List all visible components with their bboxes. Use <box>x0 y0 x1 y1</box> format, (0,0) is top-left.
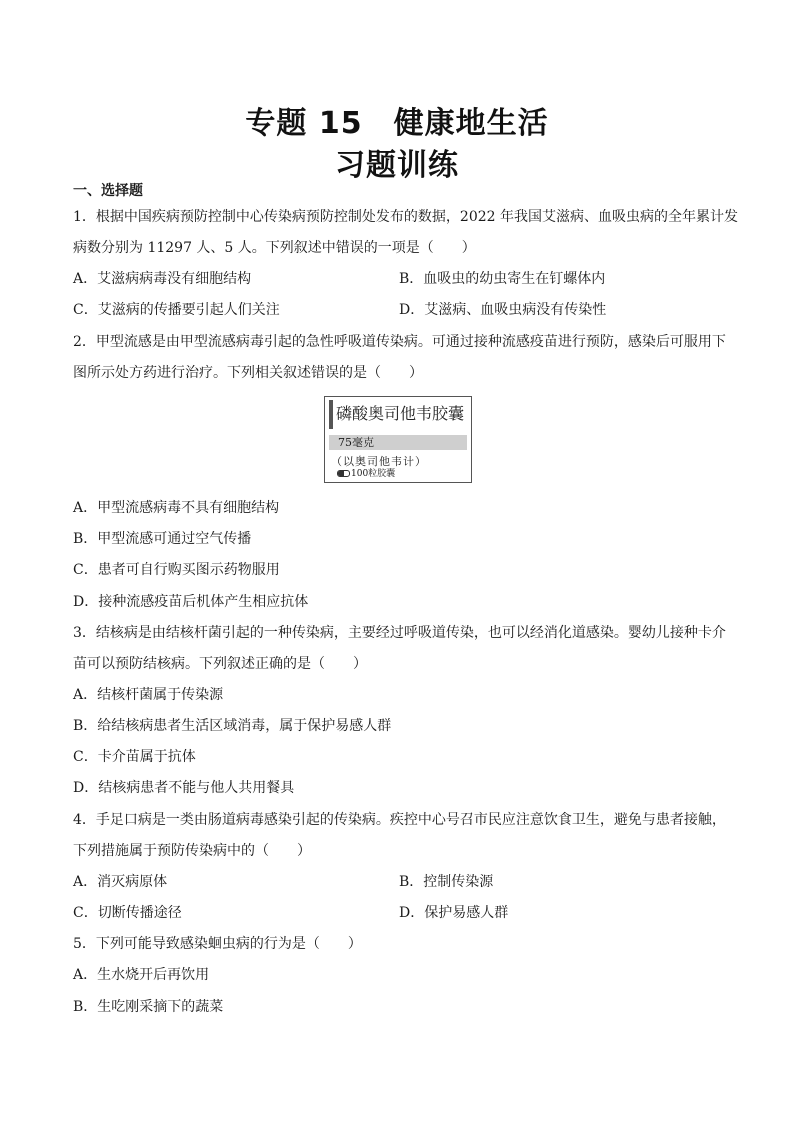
label-bar <box>329 400 333 429</box>
question-4-stem-line-1: 4．手足口病是一类由肠道病毒感染引起的传染病。疾控中心号召市民应注意饮食卫生，避免与患者接触， <box>73 812 726 828</box>
drug-dose-note: （以奥司他韦计） <box>331 455 427 468</box>
question-3-option-b: B．给结核病患者生活区域消毒，属于保护易感人群 <box>73 718 392 734</box>
question-5-stem-line-1: 5．下列可能导致感染蛔虫病的行为是（ ） <box>73 936 362 952</box>
question-1-option-d: D．艾滋病、血吸虫病没有传染性 <box>399 302 607 318</box>
question-2-option-b: B．甲型流感可通过空气传播 <box>73 531 252 547</box>
question-2-option-a: A．甲型流感病毒不具有细胞结构 <box>73 500 280 516</box>
question-4-option-c: C．切断传播途径 <box>73 905 182 921</box>
question-2-stem-line-2: 图所示处方药进行治疗。下列相关叙述错误的是（ ） <box>73 365 423 381</box>
capsule-icon <box>337 470 350 477</box>
question-4-stem-line-2: 下列措施属于预防传染病中的（ ） <box>73 843 311 859</box>
question-5-option-a: A．生水烧开后再饮用 <box>73 967 210 983</box>
question-3-option-d: D．结核病患者不能与他人共用餐具 <box>73 780 295 796</box>
question-4-option-b: B．控制传染源 <box>399 874 494 890</box>
question-3-stem-line-2: 苗可以预防结核病。下列叙述正确的是（ ） <box>73 656 367 672</box>
question-4-option-d: D．保护易感人群 <box>399 905 509 921</box>
question-3-option-c: C．卡介苗属于抗体 <box>73 749 196 765</box>
question-3-option-a: A．结核杆菌属于传染源 <box>73 687 224 703</box>
question-1-stem-line-1: 1．根据中国疾病预防控制中心传染病预防控制处发布的数据，2022 年我国艾滋病、血吸虫病的全年累计发 <box>73 209 738 225</box>
page-title: 专题 15 健康地生活 <box>245 106 549 141</box>
drug-quantity: 100粒胶囊 <box>351 469 396 479</box>
medicine-box-figure <box>324 396 472 483</box>
question-1-option-c: C．艾滋病的传播要引起人们关注 <box>73 302 280 318</box>
question-1-stem-line-2: 病数分别为 11297 人、5 人。下列叙述中错误的一项是（ ） <box>73 240 476 256</box>
drug-dose: 75毫克 <box>329 435 467 450</box>
section-heading: 一、选择题 <box>73 183 143 199</box>
question-2-option-d: D．接种流感疫苗后机体产生相应抗体 <box>73 594 309 610</box>
question-1-option-b: B．血吸虫的幼虫寄生在钉螺体内 <box>399 271 606 287</box>
page-subtitle: 习题训练 <box>335 148 459 183</box>
question-3-stem-line-1: 3．结核病是由结核杆菌引起的一种传染病，主要经过呼吸道传染，也可以经消化道感染。婴幼儿接种卡介 <box>73 625 726 641</box>
question-1-option-a: A．艾滋病病毒没有细胞结构 <box>73 271 252 287</box>
question-2-option-c: C．患者可自行购买图示药物服用 <box>73 562 280 578</box>
drug-name: 磷酸奥司他韦胶囊 <box>336 404 465 423</box>
question-5-option-b: B．生吃刚采摘下的蔬菜 <box>73 999 224 1015</box>
question-2-stem-line-1: 2．甲型流感是由甲型流感病毒引起的急性呼吸道传染病。可通过接种流感疫苗进行预防，感染后可服用下 <box>73 334 726 350</box>
question-4-option-a: A．消灭病原体 <box>73 874 168 890</box>
drug-quantity-row <box>337 469 395 480</box>
